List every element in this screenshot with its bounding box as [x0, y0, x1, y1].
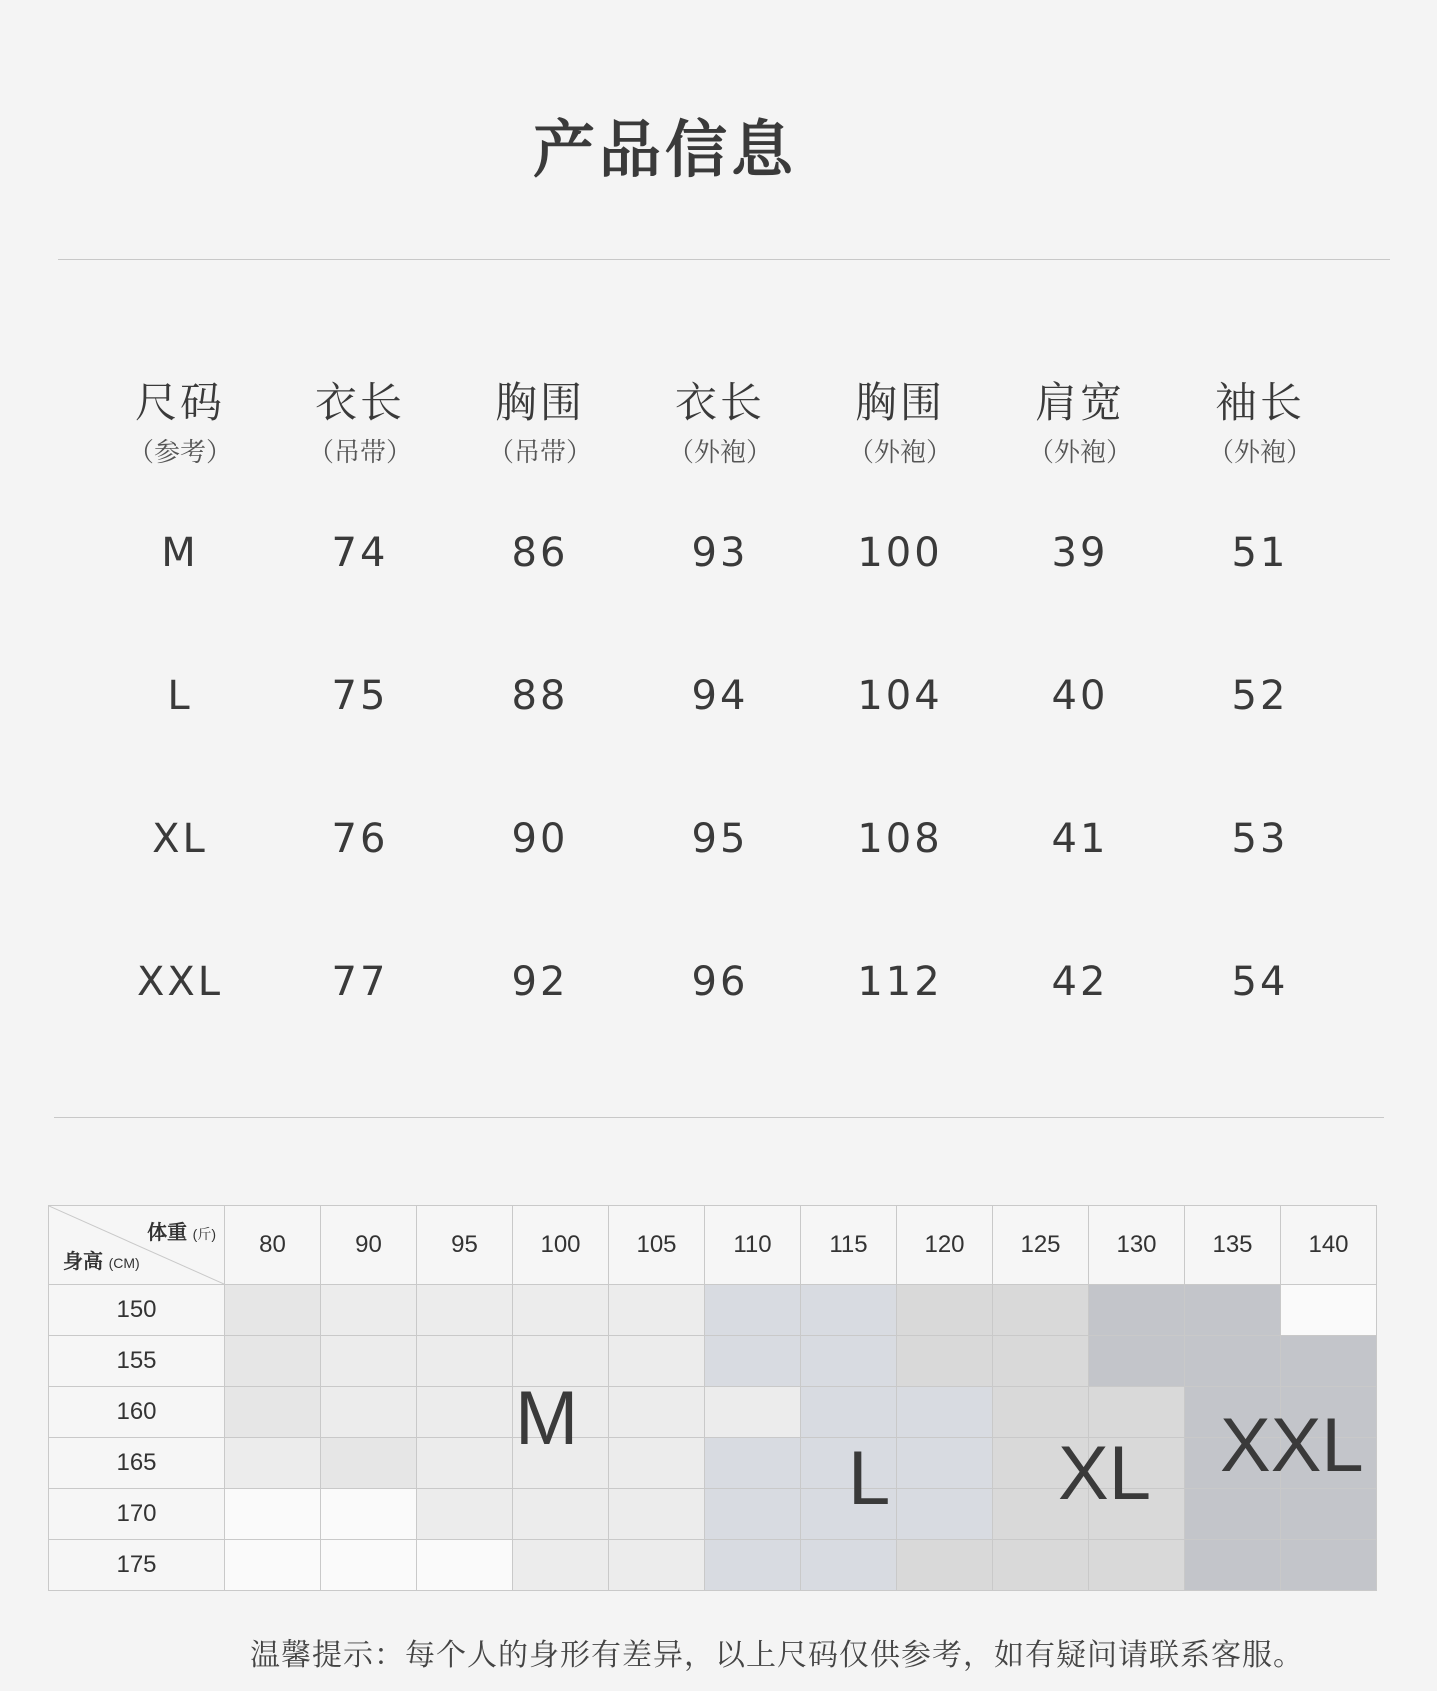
column-sub: （外袍） — [1207, 438, 1312, 468]
column-header-length-robe — [630, 370, 810, 469]
chart-cell — [897, 1540, 993, 1591]
column-name: 袖长 — [1214, 378, 1305, 427]
cell-value: 40 — [1051, 673, 1109, 719]
chart-cell — [897, 1285, 993, 1336]
chart-cell — [1185, 1540, 1281, 1591]
chart-cell — [321, 1540, 417, 1591]
height-unit: (CM) — [108, 1255, 140, 1271]
chart-cell — [417, 1336, 513, 1387]
cell-value: 53 — [1231, 816, 1289, 862]
chart-cell — [321, 1489, 417, 1540]
table-row — [49, 1336, 1377, 1387]
column-sub: （外袍） — [667, 438, 772, 468]
chart-cell — [225, 1540, 321, 1591]
chart-cell — [321, 1438, 417, 1489]
chart-cell — [1185, 1336, 1281, 1387]
column-name: 尺码 — [134, 378, 225, 427]
chart-cell — [417, 1387, 513, 1438]
chart-cell — [801, 1387, 897, 1438]
weight-header: 120 — [897, 1206, 993, 1285]
cell-value: 41 — [1051, 816, 1109, 862]
corner-cell — [49, 1206, 225, 1285]
column-sub: （吊带） — [487, 438, 592, 468]
cell-value: 92 — [511, 959, 569, 1005]
column-sub: （外袍） — [1027, 438, 1132, 468]
weight-header: 140 — [1281, 1206, 1377, 1285]
cell-value: 88 — [511, 673, 569, 719]
chart-cell — [609, 1285, 705, 1336]
weight-header: 130 — [1089, 1206, 1185, 1285]
chart-cell — [609, 1489, 705, 1540]
chart-cell — [609, 1540, 705, 1591]
page-title: 产品信息 — [532, 113, 797, 186]
height-header: 155 — [49, 1336, 225, 1387]
cell-value: 76 — [331, 816, 389, 862]
chart-cell — [225, 1438, 321, 1489]
chart-cell — [1089, 1336, 1185, 1387]
column-sub: （外袍） — [847, 438, 952, 468]
chart-cell — [1185, 1285, 1281, 1336]
cell-value: 94 — [691, 673, 749, 719]
chart-cell — [609, 1336, 705, 1387]
cell-value: 96 — [691, 959, 749, 1005]
cell-size: M — [161, 530, 199, 576]
chart-cell — [225, 1489, 321, 1540]
table-row — [49, 1285, 1377, 1336]
cell-value: 75 — [331, 673, 389, 719]
chart-cell — [1089, 1540, 1185, 1591]
chart-cell — [705, 1438, 801, 1489]
chart-cell — [993, 1285, 1089, 1336]
cell-value: 51 — [1231, 530, 1289, 576]
column-sub: （参考） — [127, 438, 232, 468]
height-label: 身高 — [63, 1251, 103, 1273]
weight-header: 135 — [1185, 1206, 1281, 1285]
table-row — [49, 1489, 1377, 1540]
chart-cell — [513, 1489, 609, 1540]
weight-header: 95 — [417, 1206, 513, 1285]
chart-cell — [993, 1336, 1089, 1387]
top-divider — [58, 259, 1390, 260]
chart-cell — [1281, 1336, 1377, 1387]
cell-value: 90 — [511, 816, 569, 862]
cell-value: 95 — [691, 816, 749, 862]
column-sub: （吊带） — [307, 438, 412, 468]
chart-cell — [417, 1438, 513, 1489]
cell-value: 74 — [331, 530, 389, 576]
cell-size: XL — [152, 816, 208, 862]
zone-label-xxl: XXL — [1220, 1403, 1364, 1488]
chart-cell — [801, 1540, 897, 1591]
weight-label: 体重 — [147, 1222, 188, 1244]
column-header-length-cami — [270, 370, 450, 469]
chart-cell — [513, 1540, 609, 1591]
cell-size: XXL — [136, 959, 224, 1005]
chart-cell — [801, 1285, 897, 1336]
chart-cell — [1089, 1285, 1185, 1336]
weight-header: 115 — [801, 1206, 897, 1285]
chart-cell — [609, 1438, 705, 1489]
size-chart-grid — [48, 1205, 1377, 1591]
cell-value: 39 — [1051, 530, 1109, 576]
chart-cell — [705, 1285, 801, 1336]
chart-cell — [993, 1540, 1089, 1591]
chart-cell — [897, 1438, 993, 1489]
column-header-shoulder-robe — [990, 370, 1170, 469]
zone-label-xl: XL — [1058, 1431, 1151, 1516]
weight-axis-label — [147, 1216, 216, 1245]
weight-header: 110 — [705, 1206, 801, 1285]
chart-cell — [1185, 1489, 1281, 1540]
height-header: 160 — [49, 1387, 225, 1438]
cell-value: 52 — [1231, 673, 1289, 719]
height-header: 165 — [49, 1438, 225, 1489]
chart-cell — [1281, 1285, 1377, 1336]
table-row — [49, 1438, 1377, 1489]
column-header-size — [90, 370, 270, 469]
cell-value: 93 — [691, 530, 749, 576]
column-name: 胸围 — [494, 378, 585, 427]
weight-unit: (斤) — [192, 1226, 216, 1242]
table-row — [49, 1540, 1377, 1591]
zone-label-m: M — [515, 1376, 579, 1461]
height-axis-label — [63, 1245, 140, 1274]
cell-value: 42 — [1051, 959, 1109, 1005]
middle-divider — [54, 1117, 1384, 1118]
weight-header: 90 — [321, 1206, 417, 1285]
column-header-sleeve-robe — [1170, 370, 1350, 469]
cell-value: 86 — [511, 530, 569, 576]
chart-cell — [225, 1285, 321, 1336]
zone-label-l: L — [848, 1436, 891, 1521]
table-row — [49, 1387, 1377, 1438]
cell-value: 100 — [857, 530, 943, 576]
height-header: 175 — [49, 1540, 225, 1591]
chart-cell — [705, 1540, 801, 1591]
chart-cell — [801, 1336, 897, 1387]
column-name: 衣长 — [314, 378, 405, 427]
height-header: 170 — [49, 1489, 225, 1540]
chart-cell — [225, 1336, 321, 1387]
chart-cell — [1281, 1489, 1377, 1540]
weight-header-row — [49, 1206, 1377, 1285]
chart-cell — [321, 1285, 417, 1336]
chart-cell — [225, 1387, 321, 1438]
chart-cell — [897, 1387, 993, 1438]
column-header-bust-cami — [450, 370, 630, 469]
chart-cell — [513, 1285, 609, 1336]
cell-value: 54 — [1231, 959, 1289, 1005]
chart-cell — [897, 1489, 993, 1540]
chart-cell — [321, 1336, 417, 1387]
weight-header: 125 — [993, 1206, 1089, 1285]
column-header-bust-robe — [810, 370, 990, 469]
height-header: 150 — [49, 1285, 225, 1336]
chart-cell — [705, 1489, 801, 1540]
cell-value: 104 — [857, 673, 943, 719]
reminder-text: 温馨提示：每个人的身形有差异，以上尺码仅供参考，如有疑问请联系客服。 — [250, 1638, 1304, 1673]
column-name: 肩宽 — [1034, 378, 1125, 427]
column-name: 衣长 — [674, 378, 765, 427]
cell-size: L — [167, 673, 193, 719]
chart-cell — [705, 1336, 801, 1387]
chart-cell — [705, 1387, 801, 1438]
chart-cell — [897, 1336, 993, 1387]
chart-cell — [417, 1285, 513, 1336]
cell-value: 77 — [331, 959, 389, 1005]
chart-cell — [417, 1540, 513, 1591]
chart-cell — [321, 1387, 417, 1438]
chart-cell — [609, 1387, 705, 1438]
cell-value: 112 — [857, 959, 943, 1005]
column-name: 胸围 — [854, 378, 945, 427]
weight-header: 80 — [225, 1206, 321, 1285]
chart-cell — [417, 1489, 513, 1540]
cell-value: 108 — [857, 816, 943, 862]
weight-header: 105 — [609, 1206, 705, 1285]
chart-cell — [1281, 1540, 1377, 1591]
weight-header: 100 — [513, 1206, 609, 1285]
